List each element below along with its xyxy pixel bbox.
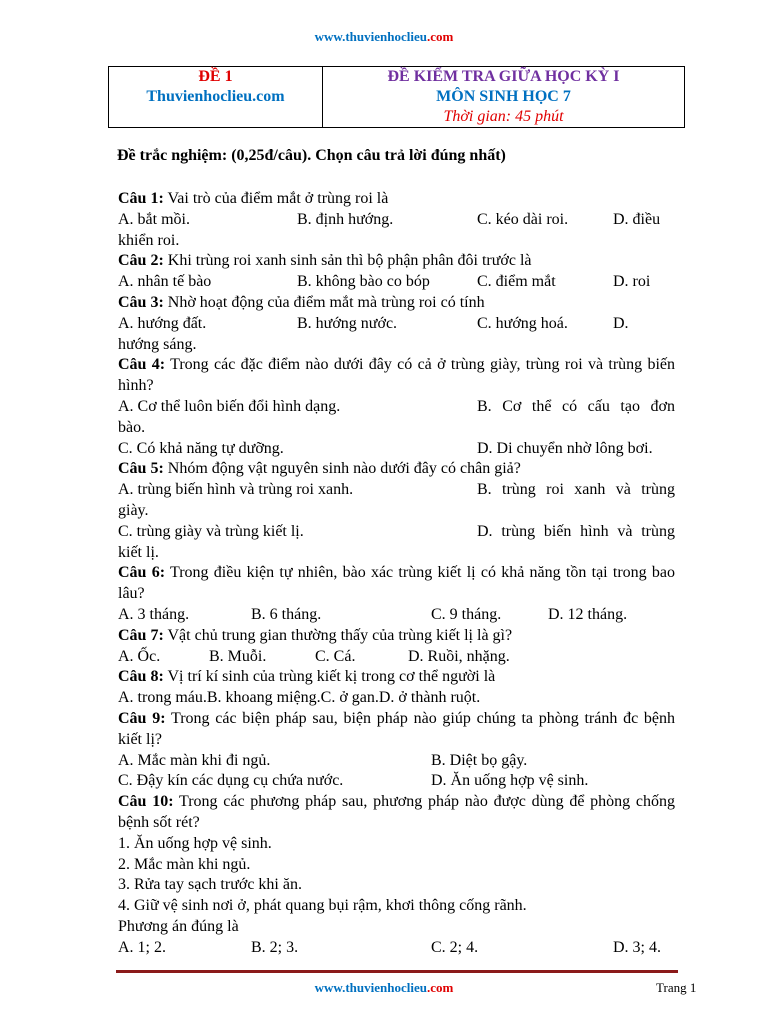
exam-duration: Thời gian: 45 phút xyxy=(443,108,564,125)
exam-title: ĐỀ KIỂM TRA GIỮA HỌC KỲ I xyxy=(387,68,620,85)
question-text: Trong các biện pháp sau, biện pháp nào giúp chúng ta phòng tránh đc bệnh kiết lị? xyxy=(118,709,676,748)
options-row xyxy=(118,480,675,501)
option-b: B. Cơ thể có cấu tạo đơn xyxy=(477,397,675,415)
header-site-link[interactable] xyxy=(0,29,768,45)
page-number: Trang 1 xyxy=(656,980,697,995)
option-b: B. định hướng. xyxy=(297,210,394,228)
question-label: Câu 9: xyxy=(118,709,166,727)
question-label: Câu 7: xyxy=(118,626,164,644)
question-3 xyxy=(118,293,675,314)
question-9 xyxy=(118,709,675,751)
question-text: Khi trùng roi xanh sinh sản thì bộ phận phân đôi trước là xyxy=(163,252,532,270)
option-a: A. bắt mồi. xyxy=(118,210,190,228)
question-label: Câu 2: xyxy=(118,252,164,270)
question-4 xyxy=(118,355,675,397)
answer-prompt: Phương án đúng là xyxy=(118,917,239,935)
option-d: D. 3; 4. xyxy=(613,938,661,956)
option-a: A. trùng biến hình và trùng roi xanh. xyxy=(118,481,354,499)
options-row xyxy=(118,397,675,418)
question-label: Câu 4: xyxy=(118,356,166,374)
option-c: C. 9 tháng. xyxy=(431,605,502,623)
option-continuation: bào. xyxy=(118,418,146,436)
options-row xyxy=(118,439,675,460)
method-item: 3. Rửa tay sạch trước khi ăn. xyxy=(118,876,302,894)
option-d: D. xyxy=(613,314,629,332)
method-item: 2. Mắc màn khi ngủ. xyxy=(118,855,251,873)
question-1 xyxy=(118,189,675,210)
options-row xyxy=(118,938,675,959)
option-d: D. Ruồi, nhặng. xyxy=(408,647,510,665)
question-2 xyxy=(118,251,675,272)
site-link-prefix: www.thuvienhoclieu xyxy=(314,29,427,44)
options-row xyxy=(118,314,675,335)
question-list xyxy=(118,189,675,958)
footer-divider xyxy=(116,970,678,973)
option-c: C. Đậy kín các dụng cụ chứa nước. xyxy=(118,772,344,790)
question-text: Vị trí kí sinh của trùng kiết kị trong cơ thể người là xyxy=(163,668,496,686)
question-text: Trong các phương pháp sau, phương pháp nào được dùng để phòng chống bệnh sốt rét? xyxy=(118,793,676,831)
option-a: A. nhân tế bào xyxy=(118,273,212,291)
option-c: C. Có khả năng tự dưỡng. xyxy=(118,439,284,457)
option-a: A. Ốc. xyxy=(118,647,161,665)
question-label: Câu 3: xyxy=(118,293,164,311)
question-10 xyxy=(118,792,675,834)
option-c: C. Cá. xyxy=(315,647,356,665)
site-name: Thuvienhoclieu.com xyxy=(146,88,285,105)
site-link-prefix: www.thuvienhoclieu xyxy=(314,980,427,995)
option-b: B. 6 tháng. xyxy=(251,605,322,623)
options-line: A. trong máu.B. khoang miệng.C. ở gan.D. ở thành ruột. xyxy=(118,689,481,707)
option-continuation: kiết lị. xyxy=(118,543,159,561)
question-label: Câu 5: xyxy=(118,460,164,478)
option-c: C. 2; 4. xyxy=(431,938,479,956)
method-item: 4. Giữ vệ sinh nơi ở, phát quang bụi rậm, khơi thông cống rãnh. xyxy=(118,897,527,915)
question-5 xyxy=(118,459,675,480)
exam-header-table xyxy=(108,66,685,128)
option-c: C. kéo dài roi. xyxy=(477,210,569,228)
options-row xyxy=(118,272,675,293)
option-d: D. Di chuyển nhờ lông bơi. xyxy=(477,439,653,457)
option-d: D. 12 tháng. xyxy=(548,605,628,623)
question-text: Vai trò của điểm mắt ở trùng roi là xyxy=(163,190,389,207)
options-row xyxy=(118,605,675,626)
option-b: B. 2; 3. xyxy=(251,938,299,956)
option-d: D. điều xyxy=(613,210,661,228)
option-c: C. hướng hoá. xyxy=(477,314,568,332)
option-a: A. 1; 2. xyxy=(118,938,166,956)
option-a: A. hướng đất. xyxy=(118,314,207,332)
option-continuation: khiển roi. xyxy=(118,231,180,249)
option-a: A. Mắc màn khi đi ngủ. xyxy=(118,751,271,769)
option-a: A. 3 tháng. xyxy=(118,605,190,623)
option-b: B. hướng nước. xyxy=(297,314,398,332)
question-6 xyxy=(118,563,675,605)
options-row xyxy=(118,751,675,772)
question-7 xyxy=(118,626,675,647)
question-text: Vật chủ trung gian thường thấy của trùng kiết lị là gì? xyxy=(163,626,513,644)
option-d: D. roi xyxy=(613,273,651,291)
option-c: C. điểm mắt xyxy=(477,273,556,291)
option-b: B. Diệt bọ gậy. xyxy=(431,751,528,769)
option-d: D. Ăn uống hợp vệ sinh. xyxy=(431,772,589,790)
options-row xyxy=(118,210,675,231)
options-row xyxy=(118,771,675,792)
option-continuation: giày. xyxy=(118,501,149,519)
instruction-text: Đề trắc nghiệm: (0,25đ/câu). Chọn câu trả lời đúng nhất) xyxy=(117,147,506,164)
question-label: Câu 10: xyxy=(118,793,174,811)
option-a: A. Cơ thể luôn biến đổi hình dạng. xyxy=(118,397,341,415)
site-link-suffix: .com xyxy=(426,29,454,44)
question-text: Nhóm động vật nguyên sinh nào dưới đây có chân giả? xyxy=(163,460,521,478)
question-text: Trong điều kiện tự nhiên, bào xác trùng kiết lị có khả năng tồn tại trong bao lâu? xyxy=(118,564,676,603)
options-row xyxy=(118,647,675,668)
question-label: Câu 6: xyxy=(118,564,166,582)
question-text: Nhờ hoạt động của điểm mắt mà trùng roi có tính xyxy=(163,293,485,311)
method-item: 1. Ăn uống hợp vệ sinh. xyxy=(118,834,272,852)
question-8 xyxy=(118,667,675,688)
options-row xyxy=(118,522,675,543)
subject-title: MÔN SINH HỌC 7 xyxy=(436,88,571,105)
footer-site-link[interactable] xyxy=(0,980,768,996)
option-c: C. trùng giày và trùng kiết lị. xyxy=(118,522,304,540)
question-label: Câu 1: xyxy=(118,190,164,207)
question-label: Câu 8: xyxy=(118,668,164,686)
header-left-cell xyxy=(109,67,323,128)
option-b: B. Muỗi. xyxy=(209,647,267,665)
option-b: B. trùng roi xanh và trùng xyxy=(477,481,675,499)
site-link-suffix: .com xyxy=(426,980,454,995)
header-right-cell xyxy=(323,67,685,128)
option-d: D. trùng biến hình và trùng xyxy=(477,522,675,540)
option-b: B. không bào co bóp xyxy=(297,273,430,291)
question-text: Trong các đặc điểm nào dưới đây có cả ở trùng giày, trùng roi và trùng biến hình? xyxy=(118,356,676,395)
option-continuation: hướng sáng. xyxy=(118,335,197,353)
exam-number: ĐỀ 1 xyxy=(198,68,233,85)
